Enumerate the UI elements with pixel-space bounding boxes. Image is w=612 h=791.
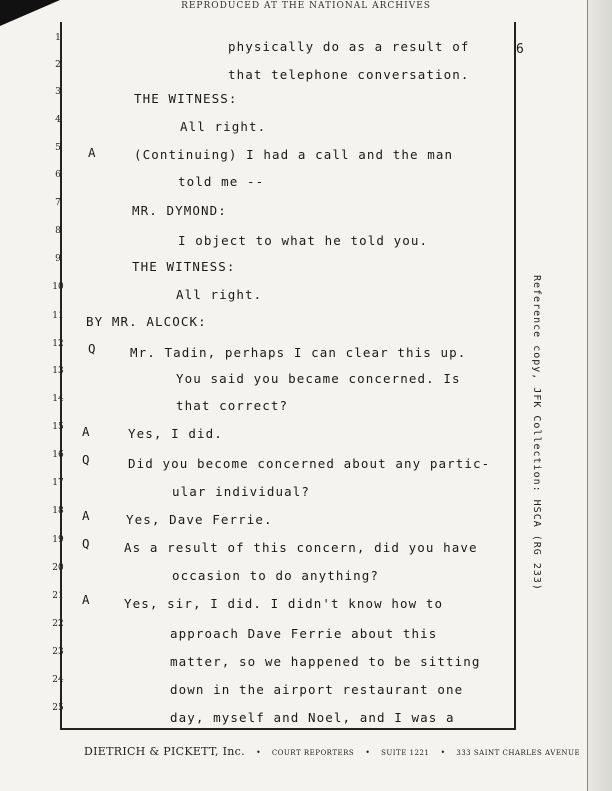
transcript-line: Did you become concerned about any partic- xyxy=(128,456,491,471)
address-label: 333 SAINT CHARLES AVENUE xyxy=(456,749,581,757)
transcript-line: Yes, I did. xyxy=(128,426,223,441)
transcript-line: day, myself and Noel, and I was a xyxy=(170,710,455,725)
transcript-line: You said you became concerned. Is xyxy=(176,371,461,386)
suite-label: SUITE 1221 xyxy=(381,749,430,757)
line-number: 7 xyxy=(55,198,61,208)
archive-stamp: REPRODUCED AT THE NATIONAL ARCHIVES xyxy=(181,1,431,11)
speaker-heading: THE WITNESS: xyxy=(134,91,238,106)
transcript-line: Yes, Dave Ferrie. xyxy=(126,512,273,527)
transcript-line: approach Dave Ferrie about this xyxy=(170,626,438,641)
transcript-line: All right. xyxy=(176,287,263,302)
line-number: 15 xyxy=(52,422,64,432)
firm-name: DIETRICH & PICKETT, Inc. xyxy=(84,745,245,758)
transcript-line: (Continuing) I had a call and the man xyxy=(134,147,454,162)
transcript-line: I object to what he told you. xyxy=(178,233,429,248)
speaker-heading: BY MR. ALCOCK: xyxy=(86,314,207,329)
separator: • xyxy=(440,748,446,757)
speaker-heading: MR. DYMOND: xyxy=(132,203,227,218)
line-number: 12 xyxy=(52,339,64,349)
line-number: 16 xyxy=(52,450,64,460)
line-number: 23 xyxy=(52,647,64,657)
separator: • xyxy=(256,748,261,757)
line-number: 18 xyxy=(52,506,64,516)
transcript-line: As a result of this concern, did you have xyxy=(124,540,478,555)
court-reporters-label: COURT REPORTERS xyxy=(271,749,355,757)
line-number: 1 xyxy=(55,33,61,43)
line-number: 20 xyxy=(52,563,64,573)
answer-label: A xyxy=(88,145,97,160)
line-number: 17 xyxy=(52,478,64,488)
transcript-line: Mr. Tadin, perhaps I can clear this up. xyxy=(130,345,467,360)
line-number: 24 xyxy=(52,675,64,685)
transcript-line: occasion to do anything? xyxy=(172,568,380,583)
line-number: 25 xyxy=(52,703,64,713)
question-label: Q xyxy=(88,341,97,356)
separator: • xyxy=(365,748,370,757)
line-number: 10 xyxy=(52,282,64,292)
page-footer xyxy=(84,740,580,759)
page-number: 6 xyxy=(516,42,524,57)
line-number: 11 xyxy=(52,311,64,321)
transcript-line: ular individual? xyxy=(172,484,311,499)
line-number: 3 xyxy=(55,87,61,97)
line-number: 13 xyxy=(52,366,64,376)
line-number: 6 xyxy=(55,170,61,180)
answer-label: A xyxy=(82,508,91,523)
line-number: 8 xyxy=(55,226,61,236)
question-label: Q xyxy=(82,536,91,551)
line-number: 14 xyxy=(52,394,64,404)
line-number: 4 xyxy=(55,115,61,125)
reference-copy-note: Reference copy, JFK Collection: HSCA (RG 233) xyxy=(531,275,542,591)
transcript-line: matter, so we happened to be sitting xyxy=(170,654,481,669)
answer-label: A xyxy=(82,424,91,439)
question-label: Q xyxy=(82,452,91,467)
line-number: 19 xyxy=(52,535,64,545)
transcript-line: down in the airport restaurant one xyxy=(170,682,464,697)
answer-label: A xyxy=(82,592,91,607)
transcript-line: that correct? xyxy=(176,398,289,413)
transcript-line: told me -- xyxy=(178,174,265,189)
page-edge-shadow xyxy=(587,0,612,791)
speaker-heading: THE WITNESS: xyxy=(132,259,236,274)
line-number: 9 xyxy=(55,254,61,264)
line-number: 2 xyxy=(55,60,61,70)
line-number: 22 xyxy=(52,619,64,629)
line-number: 21 xyxy=(52,591,64,601)
line-number: 5 xyxy=(55,143,61,153)
transcript-line: physically do as a result of xyxy=(228,39,470,54)
transcript-line: Yes, sir, I did. I didn't know how to xyxy=(124,596,444,611)
transcript-line: All right. xyxy=(180,119,267,134)
transcript-line: that telephone conversation. xyxy=(228,67,470,82)
